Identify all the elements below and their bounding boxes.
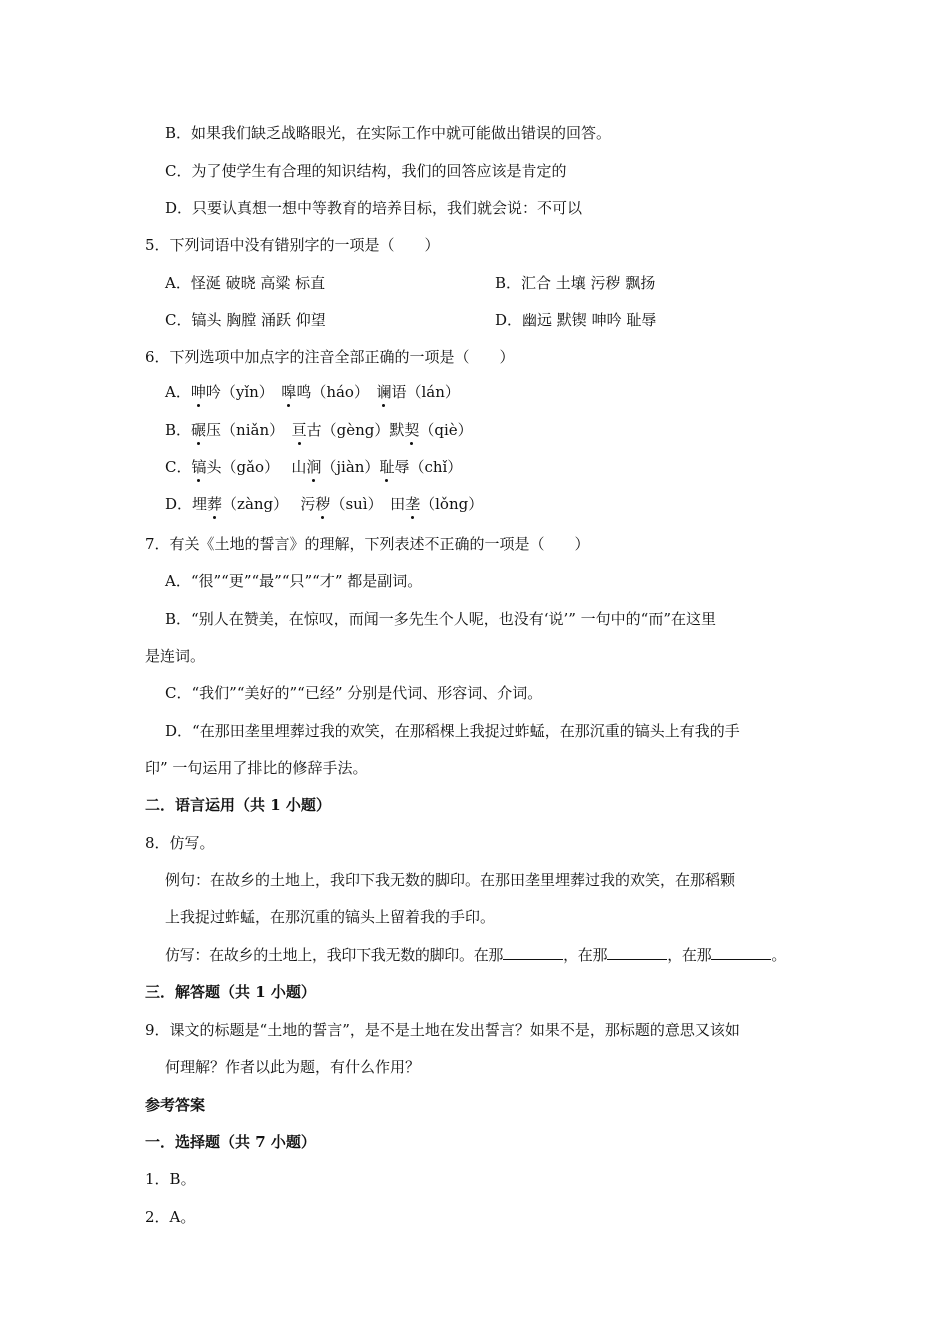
dotted-char: 秽 <box>315 495 331 513</box>
q8-practice-text: ，在那 <box>563 946 608 964</box>
dotted-char: 耻 <box>379 458 395 476</box>
section-3-heading: 三．解答题（共 1 小题） <box>145 983 316 1001</box>
q6-stem: 6．下列选项中加点字的注音全部正确的一项是（ ） <box>145 348 515 366</box>
q8-practice-text: ，在那 <box>667 946 712 964</box>
q8-practice-text: 仿写：在故乡的土地上，我印下我无数的脚印。在那 <box>165 946 504 964</box>
answer-blank-2[interactable] <box>607 945 667 960</box>
text: 鸣（háo） <box>296 383 377 401</box>
answer-blank-3[interactable] <box>711 945 771 960</box>
q6-option-d <box>165 494 483 514</box>
text: （jiàn） <box>321 458 380 476</box>
answers-heading: 参考答案 <box>145 1096 206 1114</box>
q6-option-b <box>165 420 473 440</box>
text: （zàng） 污 <box>222 495 316 513</box>
q7-stem: 7．有关《土地的誓言》的理解，下列表述不正确的一项是（ ） <box>145 535 590 553</box>
text: 头（gǎo） 山 <box>206 458 307 476</box>
dotted-char: 呻 <box>190 383 206 401</box>
q8-practice-text: 。 <box>771 946 787 964</box>
q4-option-d: D．只要认真想一想中等教育的培养目标，我们就会说：不可以 <box>165 199 583 217</box>
dotted-char: 谰 <box>376 383 392 401</box>
q5-row-2 <box>165 310 865 330</box>
label: B． <box>165 421 192 439</box>
q8-practice <box>165 945 786 965</box>
q4-option-b: B．如果我们缺乏战略眼光，在实际工作中就可能做出错误的回答。 <box>165 124 612 142</box>
q5-option-b: B．汇合 土壤 污秽 飘扬 <box>495 274 656 292</box>
text: 语（lán） <box>391 383 460 401</box>
q7-option-d-line2: 印” 一句运用了排比的修辞手法。 <box>145 759 368 777</box>
section-2-heading: 二．语言运用（共 1 小题） <box>145 796 331 814</box>
label: D．埋 <box>165 495 208 513</box>
label: C． <box>165 458 192 476</box>
q9-line1: 9．课文的标题是“土地的誓言”，是不是土地在发出誓言？如果不是，那标题的意思又该如 <box>145 1021 740 1039</box>
text: （lǒng） <box>420 495 484 513</box>
q7-option-c: C．“我们”“美好的”“已经” 分别是代词、形容词、介词。 <box>165 684 543 702</box>
text: 辱（chǐ） <box>394 458 463 476</box>
dotted-char: 碾 <box>191 421 207 439</box>
q5-option-d: D．幽远 默锲 呻吟 耻辱 <box>495 311 657 329</box>
q9-line2: 何理解？作者以此为题，有什么作用？ <box>165 1058 421 1076</box>
answer-2: 2．A。 <box>145 1208 196 1226</box>
dotted-char: 涧 <box>306 458 322 476</box>
q4-option-c: C．为了使学生有合理的知识结构，我们的回答应该是肯定的 <box>165 162 567 180</box>
q5-row-1 <box>165 273 865 293</box>
q7-option-b-line1: B．“别人在赞美，在惊叹，而闻一多先生个人呢，也没有‘说’” 一句中的“而”在这里 <box>165 610 717 628</box>
text: 吟（yǐn） <box>205 383 282 401</box>
dotted-char: 垄 <box>405 495 421 513</box>
q5-option-a: A．怪涎 破晓 高粱 标直 <box>165 274 326 292</box>
text: 古（gèng）默 <box>306 421 405 439</box>
q6-option-c <box>165 457 462 477</box>
text: 压（niǎn） <box>206 421 292 439</box>
dotted-char: 契 <box>404 421 420 439</box>
text: （suì） 田 <box>330 495 406 513</box>
q7-option-b-line2: 是连词。 <box>145 647 206 665</box>
text: （qiè） <box>419 421 473 439</box>
q8-example-line1: 例句：在故乡的土地上，我印下我无数的脚印。在那田垄里埋葬过我的欢笑，在那稻颗 <box>165 871 736 889</box>
answer-blank-1[interactable] <box>503 945 563 960</box>
q5-option-c: C．镐头 胸膛 涌跃 仰望 <box>165 311 326 329</box>
dotted-char: 镐 <box>191 458 207 476</box>
dotted-char: 嗥 <box>281 383 297 401</box>
section-1-heading: 一．选择题（共 7 小题） <box>145 1133 316 1151</box>
q6-option-a <box>165 382 460 402</box>
answer-1: 1．B。 <box>145 1170 196 1188</box>
q7-option-d-line1: D．“在那田垄里埋葬过我的欢笑，在那稻棵上我捉过蚱蜢，在那沉重的镐头上有我的手 <box>165 722 740 740</box>
q8-example-line2: 上我捉过蚱蜢，在那沉重的镐头上留着我的手印。 <box>165 908 496 926</box>
q8-stem: 8．仿写。 <box>145 834 215 852</box>
dotted-char: 亘 <box>291 421 307 439</box>
q5-stem: 5．下列词语中没有错别字的一项是（ ） <box>145 236 440 254</box>
dotted-char: 葬 <box>207 495 223 513</box>
q7-option-a: A．“很”“更”“最”“只”“才” 都是副词。 <box>165 572 423 590</box>
label: A． <box>165 383 191 401</box>
